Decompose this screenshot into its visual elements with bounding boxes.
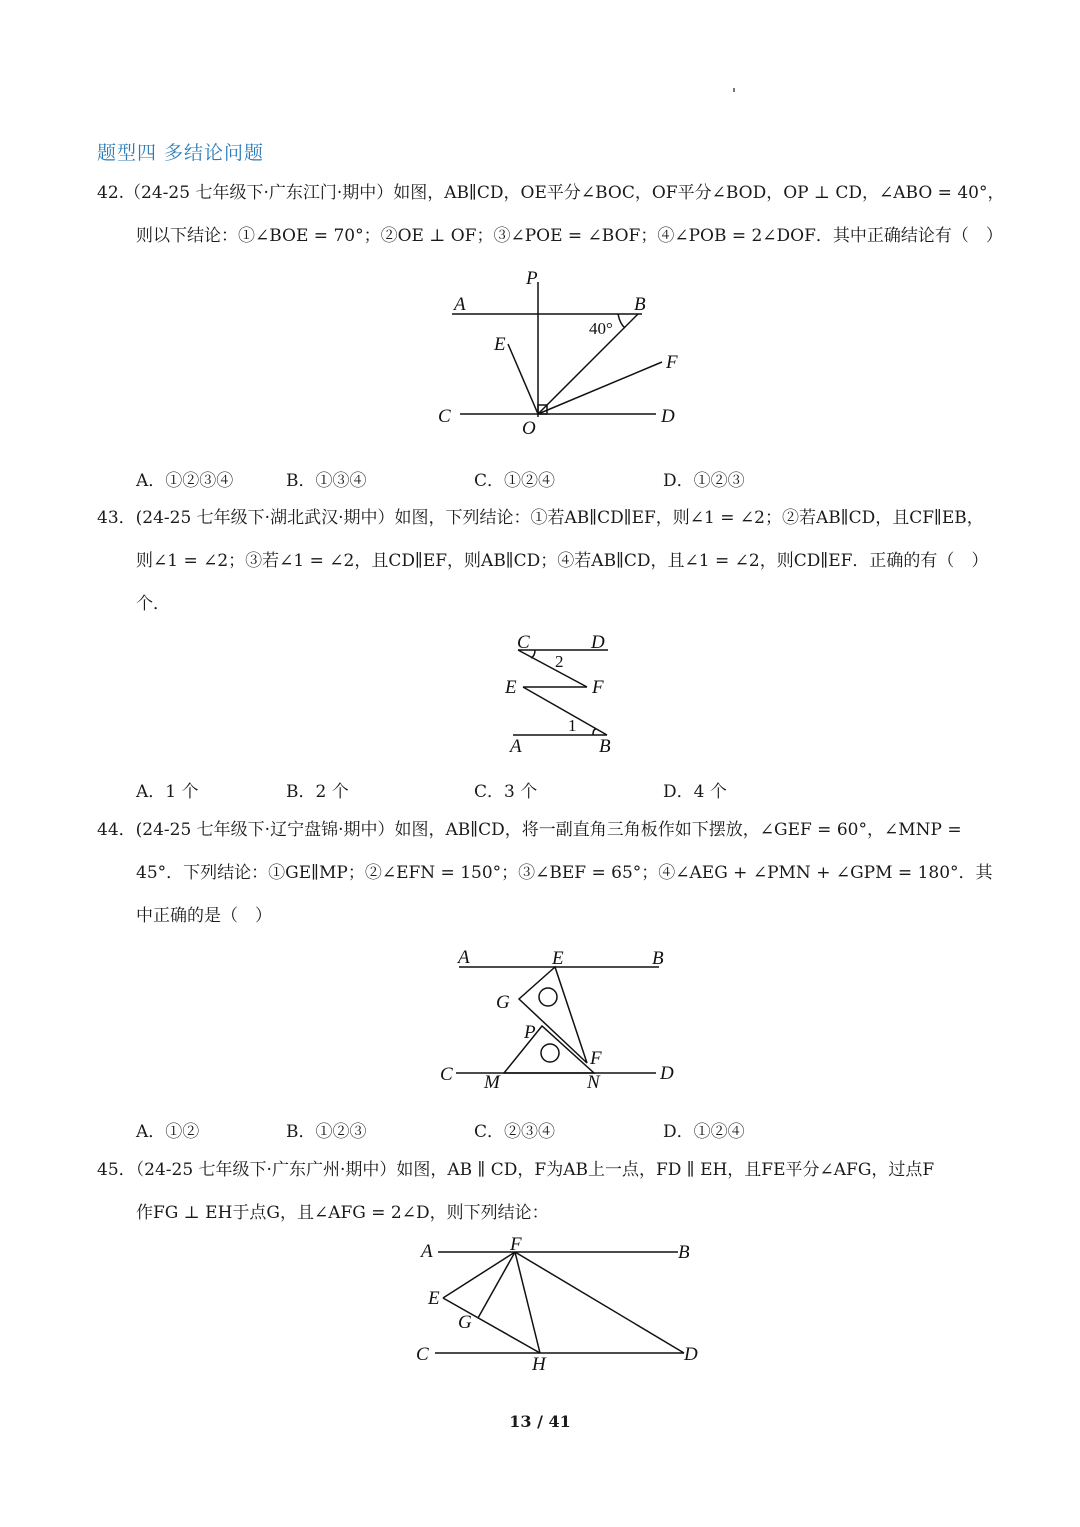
q44-triangle1-hole: [539, 988, 557, 1006]
q43-option-d[interactable]: D．4 个: [663, 782, 727, 802]
q45-figure: [410, 1232, 710, 1377]
q42-label-c: C: [438, 406, 451, 427]
q44-label-b: B: [652, 948, 664, 969]
q45-label-a: A: [421, 1241, 433, 1262]
q42-option-a[interactable]: A．①②③④: [136, 471, 234, 491]
q43-stem-line1: 43．(24-25 七年级下·湖北武汉·期中）如图，下列结论：①若AB∥CD∥EF，则∠1 = ∠2；②若AB∥CD，且CF∥EB，: [97, 508, 984, 528]
q42-line-oe: [508, 344, 538, 414]
q44-label-c: C: [440, 1064, 453, 1085]
q44-label-g: G: [496, 992, 510, 1013]
q43-label-d: D: [591, 632, 605, 653]
q43-label-angle2: 2: [555, 652, 564, 671]
q43-label-f: F: [592, 677, 604, 698]
q43-option-a[interactable]: A．1 个: [136, 782, 199, 802]
q44-label-d: D: [660, 1063, 674, 1084]
q43-option-b[interactable]: B．2 个: [286, 782, 349, 802]
q45-label-g: G: [458, 1312, 472, 1333]
q45-label-e: E: [428, 1288, 440, 1309]
q42-label-d: D: [661, 406, 675, 427]
q42-option-d[interactable]: D．①②③: [663, 471, 745, 491]
q44-triangle-pmn: [504, 1026, 594, 1073]
q45-line-fd: [515, 1252, 684, 1353]
section-title: 题型四 多结论问题: [97, 142, 265, 164]
q44-triangle-gef: [519, 967, 587, 1063]
q43-label-b: B: [599, 736, 611, 757]
q43-option-c[interactable]: C．3 个: [474, 782, 538, 802]
q44-option-b[interactable]: B．①②③: [286, 1122, 367, 1142]
q45-label-h: H: [532, 1354, 546, 1375]
q44-triangle2-hole: [541, 1044, 559, 1062]
q42-label-p: P: [526, 268, 538, 289]
q42-label-e: E: [494, 334, 506, 355]
q44-option-d[interactable]: D．①②④: [663, 1122, 745, 1142]
q45-label-c: C: [416, 1344, 429, 1365]
q43-angle1-arc: [593, 729, 596, 735]
q45-line-fg: [478, 1252, 515, 1318]
q44-stem-line2: 45°．下列结论：①GE∥MP；②∠EFN = 150°；③∠BEF = 65°；④∠AEG + ∠PMN + ∠GPM = 180°．其: [136, 863, 993, 883]
q44-label-f: F: [590, 1048, 602, 1069]
scan-speck: [733, 88, 735, 92]
q42-line-of: [538, 362, 662, 414]
q42-label-a: A: [454, 294, 466, 315]
q44-option-a[interactable]: A．①②: [136, 1122, 200, 1142]
q44-label-p: P: [524, 1022, 536, 1043]
q42-angle-arc: [618, 314, 625, 328]
q45-label-b: B: [678, 1242, 690, 1263]
q42-label-f: F: [666, 352, 678, 373]
q44-label-n: N: [587, 1072, 600, 1092]
q45-label-d: D: [684, 1344, 698, 1365]
q45-line-fe: [443, 1252, 515, 1298]
q42-stem-line2: 则以下结论：①∠BOE = 70°；②OE ⊥ OF；③∠POE = ∠BOF；④∠POB = 2∠DOF．其中正确结论有（ ）: [136, 226, 1003, 246]
q43-label-c: C: [517, 632, 530, 653]
q44-label-e: E: [552, 948, 564, 969]
q42-label-angle: 40°: [589, 319, 613, 338]
q44-stem-line1: 44．(24-25 七年级下·辽宁盘锦·期中）如图，AB∥CD，将一副直角三角板作如下摆放，∠GEF = 60°，∠MNP =: [97, 820, 962, 840]
q43-angle2-arc: [531, 650, 535, 658]
q45-line-fh: [515, 1252, 540, 1353]
q42-figure: [420, 262, 700, 442]
q43-label-e: E: [505, 677, 517, 698]
q45-label-f: F: [510, 1234, 522, 1255]
q44-option-c[interactable]: C．②③④: [474, 1122, 556, 1142]
q43-label-angle1: 1: [568, 716, 577, 735]
q42-line-ob: [538, 314, 638, 414]
q42-label-o: O: [522, 418, 536, 439]
q43-line-cf: [518, 650, 587, 687]
q44-stem-line3: 中正确的是（ ）: [136, 906, 272, 926]
q45-stem-line2: 作FG ⊥ EH于点G，且∠AFG = 2∠D，则下列结论：: [136, 1203, 549, 1223]
q42-option-b[interactable]: B．①③④: [286, 471, 367, 491]
q44-label-m: M: [484, 1072, 500, 1092]
q44-label-a: A: [458, 947, 470, 968]
q45-stem-line1: 45．（24-25 七年级下·广东广州·期中）如图，AB ∥ CD，F为AB上一点，FD ∥ EH，且FE平分∠AFG，过点F: [97, 1160, 935, 1180]
q42-label-b: B: [634, 294, 646, 315]
q43-label-a: A: [510, 736, 522, 757]
q43-stem-line2: 则∠1 = ∠2；③若∠1 = ∠2，且CD∥EF，则AB∥CD；④若AB∥CD，且∠1 = ∠2，则CD∥EF．正确的有（ ）: [136, 551, 989, 571]
q42-option-c[interactable]: C．①②④: [474, 471, 556, 491]
q43-stem-line3: 个．: [136, 594, 170, 614]
q42-stem-line1: 42.（24-25 七年级下·广东江门·期中）如图，AB∥CD，OE平分∠BOC，OF平分∠BOD，OP ⊥ CD，∠ABO = 40°，: [97, 183, 1005, 203]
page-number: 13 / 41: [509, 1412, 571, 1431]
q43-figure: [495, 625, 635, 760]
q44-figure: [436, 942, 686, 1092]
